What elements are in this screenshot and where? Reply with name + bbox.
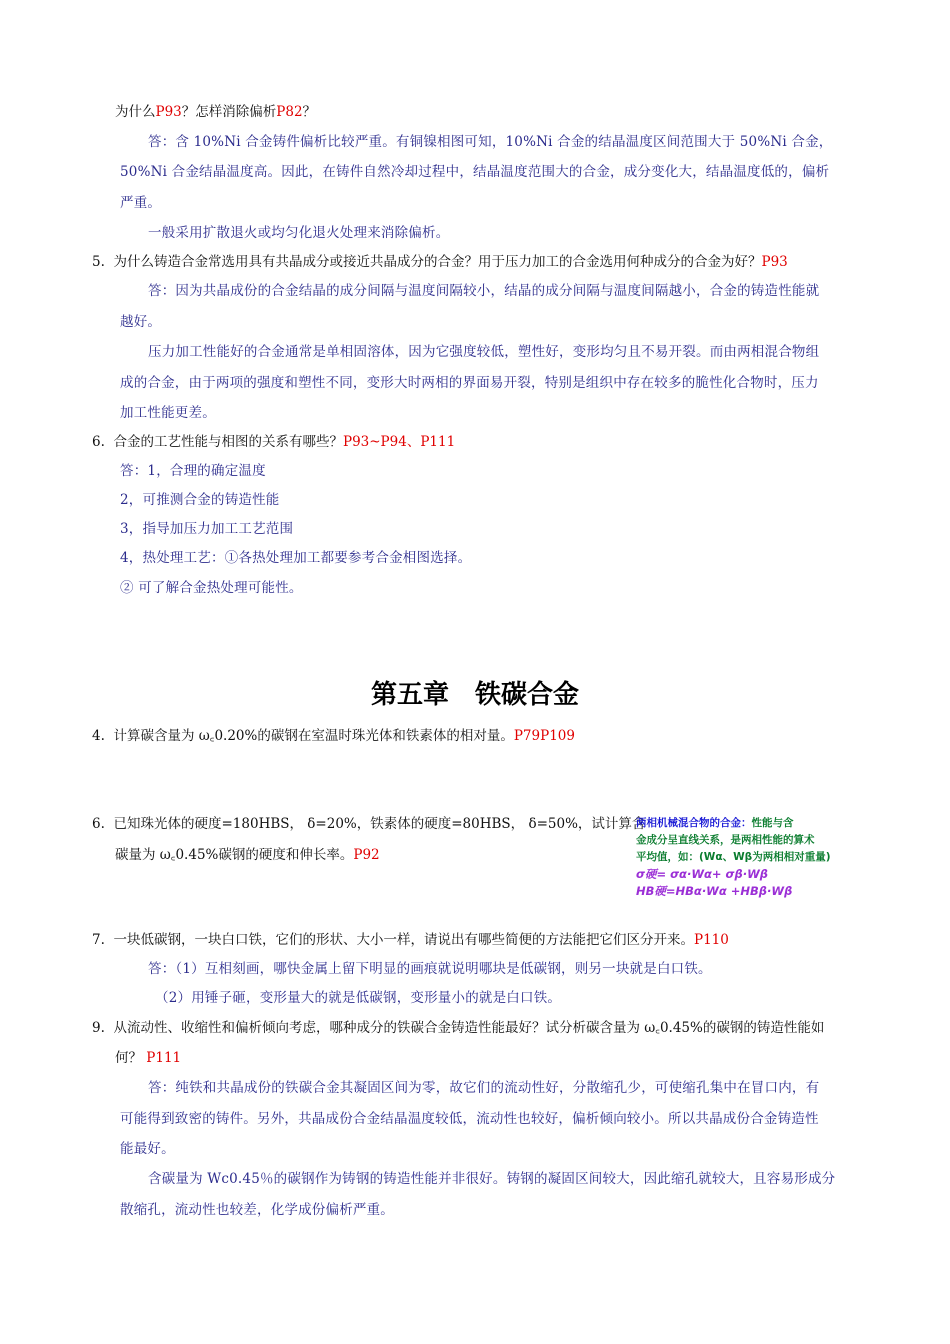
question-text: 计算碳含量为 ω꜀0.20%的碳钢在室温时珠光体和铁素体的相对量。 bbox=[113, 728, 514, 744]
answer-line: 答：1，合理的确定温度 bbox=[120, 463, 266, 479]
note-formula: HB硬=HBα·Wα +HBβ·Wβ bbox=[636, 884, 793, 898]
question-number: 5. bbox=[92, 254, 105, 270]
answer-line: 含碳量为 Wc0.45％的碳钢作为铸钢的铸造性能并非很好。铸钢的凝固区间较大，因此缩孔就较大，且容易形成分 bbox=[148, 1171, 836, 1187]
answer-line: 答：（1）互相刻画，哪快金属上留下明显的画痕就说明哪块是低碳钢，则另一块就是白口铁。 bbox=[148, 961, 712, 977]
answer-line: 压力加工性能好的合金通常是单相固溶体，因为它强度较低，塑性好，变形均匀且不易开裂。而由两相混合物组 bbox=[148, 344, 820, 360]
chapter-title: 第五章 铁碳合金 bbox=[370, 680, 579, 710]
question-number: 7. bbox=[92, 932, 105, 948]
answer-line: 4，热处理工艺：①各热处理加工都要参考合金相图选择。 bbox=[120, 550, 472, 566]
note-heading: 两相机械混合物的合金： bbox=[636, 817, 752, 829]
answer-line: 能最好。 bbox=[120, 1141, 175, 1157]
answer-line: 散缩孔，流动性也较差，化学成份偏析严重。 bbox=[120, 1202, 394, 1218]
question-6b-line2 bbox=[115, 846, 380, 864]
question-4 bbox=[92, 727, 575, 745]
question-text: ？ bbox=[302, 104, 317, 120]
question-number: 6. bbox=[92, 816, 105, 832]
answer-line: ② 可了解合金热处理可能性。 bbox=[120, 580, 303, 596]
formula-note bbox=[636, 815, 866, 900]
page-reference: P79P109 bbox=[513, 728, 575, 744]
answer-line: 50%Ni 合金结晶温度高。因此，在铸件自然冷却过程中，结晶温度范围大的合金，成分变化大，结晶温度低的，偏析 bbox=[120, 164, 830, 180]
page-reference: P93~P94、P111 bbox=[342, 434, 456, 450]
answer-line: 加工性能更差。 bbox=[120, 405, 216, 421]
answer-line: （2）用锤子砸，变形量大的就是低碳钢，变形量小的就是白口铁。 bbox=[155, 990, 562, 1006]
question-text: 为什么 bbox=[115, 104, 156, 120]
question-text: 碳量为 ω꜀0.45%碳钢的硬度和伸长率。 bbox=[115, 847, 354, 863]
question-text: 从流动性、收缩性和偏析倾向考虑，哪种成分的铁碳合金铸造性能最好？试分析碳含量为 ω꜀0.45%的碳钢的铸造性能如 bbox=[113, 1020, 825, 1036]
question-number: 9. bbox=[92, 1020, 105, 1036]
note-text: 性能与含 bbox=[751, 817, 794, 829]
answer-line: 2，可推测合金的铸造性能 bbox=[120, 492, 280, 508]
answer-line: 答：含 10%Ni 合金铸件偏析比较严重。有铜镍相图可知，10%Ni 合金的结晶温度区间范围大于 50%Ni 合金， bbox=[148, 134, 833, 150]
question-9 bbox=[92, 1019, 824, 1037]
answer-line: 严重。 bbox=[120, 195, 162, 211]
page-reference: P93 bbox=[761, 254, 788, 270]
question-text: 为什么铸造合金常选用具有共晶成分或接近共晶成分的合金？用于压力加工的合金选用何种成分的合金为好？ bbox=[113, 254, 762, 270]
question-9-line2 bbox=[115, 1049, 181, 1067]
question-text: 何？ bbox=[115, 1050, 142, 1066]
question-text: 一块低碳钢，一块白口铁，它们的形状、大小一样，请说出有哪些简便的方法能把它们区分开来。 bbox=[113, 932, 694, 948]
question-text: 合金的工艺性能与相图的关系有哪些？ bbox=[113, 434, 343, 450]
page-reference: P92 bbox=[353, 847, 380, 863]
page-reference: P82 bbox=[276, 104, 303, 120]
question-6 bbox=[92, 433, 455, 451]
question-number: 6. bbox=[92, 434, 105, 450]
question-number: 4. bbox=[92, 728, 105, 744]
note-text: 金成分呈直线关系，是两相性能的算术 bbox=[636, 834, 815, 846]
answer-line: 成的合金，由于两项的强度和塑性不同，变形大时两相的界面易开裂，特别是组织中存在较多的脆性化合物时，压力 bbox=[120, 375, 819, 391]
note-formula: σ硬= σα·Wα+ σβ·Wβ bbox=[636, 867, 769, 881]
answer-line: 3，指导加压力加工工艺范围 bbox=[120, 521, 294, 537]
page-reference: P93 bbox=[155, 104, 182, 120]
answer-line: 一般采用扩散退火或均匀化退火处理来消除偏析。 bbox=[148, 225, 450, 241]
question-text: 已知珠光体的硬度=180HBS， δ=20%，铁素体的硬度=80HBS， δ=50%，试计算含 bbox=[113, 816, 646, 832]
question-4-continuation bbox=[115, 103, 316, 121]
answer-line: 可能得到致密的铸件。另外，共晶成份合金结晶温度较低，流动性也较好，偏析倾向较小。所以共晶成份合金铸造性 bbox=[120, 1111, 819, 1127]
answer-line: 答：因为共晶成份的合金结晶的成分间隔与温度间隔较小，结晶的成分间隔与温度间隔越小，合金的铸造性能就 bbox=[148, 283, 820, 299]
question-5 bbox=[92, 253, 788, 271]
page-reference: P111 bbox=[146, 1050, 182, 1066]
question-7 bbox=[92, 931, 729, 949]
page-reference: P110 bbox=[693, 932, 729, 948]
note-text: 平均值，如：(Wα、Wβ为两相相对重量) bbox=[636, 851, 831, 863]
question-6b bbox=[92, 815, 645, 833]
answer-line: 越好。 bbox=[120, 314, 162, 330]
answer-line: 答：纯铁和共晶成份的铁碳合金其凝固区间为零，故它们的流动性好，分散缩孔少，可使缩孔集中在冒口内，有 bbox=[148, 1080, 820, 1096]
question-text: ？怎样消除偏析 bbox=[181, 104, 277, 120]
